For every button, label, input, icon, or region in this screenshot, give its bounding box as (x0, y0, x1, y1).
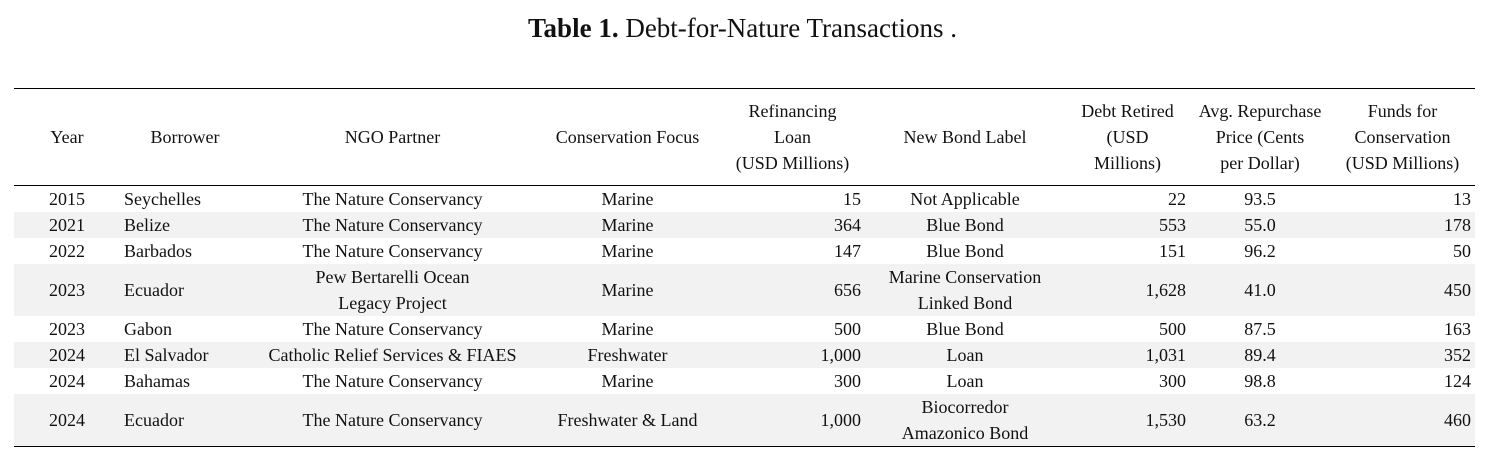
cell-ngo-partner: The Nature Conservancy (302, 189, 483, 209)
cell-refinancing-loan: 500 (834, 319, 861, 339)
table-row (14, 316, 1475, 342)
cell-year: 2024 (49, 371, 85, 391)
cell-conservation-focus: Marine (601, 241, 654, 261)
cell-new-bond-label: Blue Bond (926, 241, 1004, 261)
cell-funds-for-conservation: 450 (1444, 280, 1471, 300)
cell-debt-retired: 1,628 (1145, 280, 1186, 300)
cell-debt-retired: 1,031 (1145, 345, 1186, 365)
cell-conservation-focus: Freshwater (587, 345, 668, 365)
cell-year: 2015 (49, 189, 85, 209)
header-borrower: Borrower (150, 127, 220, 147)
cell-ngo-partner: Catholic Relief Services & FIAES (268, 345, 517, 365)
cell-funds-for-conservation: 178 (1444, 215, 1471, 235)
cell-debt-retired: 1,530 (1145, 410, 1186, 430)
table-row (14, 238, 1475, 264)
table-row (14, 368, 1475, 394)
cell-ngo-partner: The Nature Conservancy (302, 215, 483, 235)
cell-refinancing-loan: 300 (834, 371, 861, 391)
header-funds-for-conservation: Funds for Conservation (USD Millions) (1345, 101, 1460, 173)
table-row (14, 212, 1475, 238)
cell-year: 2021 (49, 215, 85, 235)
table-row (14, 394, 1475, 447)
table-body (14, 186, 1475, 447)
header-row (14, 89, 1475, 186)
table-caption (0, 10, 1485, 46)
cell-conservation-focus: Marine (601, 371, 654, 391)
cell-funds-for-conservation: 460 (1444, 410, 1471, 430)
cell-conservation-focus: Marine (601, 280, 654, 300)
header-new-bond-label: New Bond Label (903, 127, 1027, 147)
cell-avg-repurchase-price: 96.2 (1244, 241, 1276, 261)
cell-new-bond-label: Blue Bond (926, 319, 1004, 339)
cell-debt-retired: 300 (1159, 371, 1186, 391)
cell-new-bond-label: Not Applicable (910, 189, 1020, 209)
cell-debt-retired: 553 (1159, 215, 1186, 235)
cell-conservation-focus: Marine (601, 189, 654, 209)
cell-borrower: Gabon (124, 319, 172, 339)
cell-avg-repurchase-price: 87.5 (1244, 319, 1276, 339)
cell-refinancing-loan: 1,000 (820, 345, 861, 365)
header-avg-repurchase-price: Avg. Repurchase Price (Cents per Dollar) (1198, 101, 1322, 173)
cell-borrower: Seychelles (124, 189, 201, 209)
header-debt-retired: Debt Retired (USD Millions) (1081, 101, 1174, 173)
cell-borrower: Bahamas (124, 371, 190, 391)
cell-funds-for-conservation: 352 (1444, 345, 1471, 365)
debt-for-nature-table (14, 88, 1475, 447)
table-row (14, 186, 1475, 213)
cell-funds-for-conservation: 124 (1444, 371, 1471, 391)
cell-borrower: El Salvador (124, 345, 209, 365)
cell-new-bond-label: Marine Conservation Linked Bond (888, 267, 1042, 313)
cell-year: 2023 (49, 319, 85, 339)
cell-new-bond-label: Loan (946, 345, 984, 365)
cell-conservation-focus: Marine (601, 215, 654, 235)
cell-ngo-partner: The Nature Conservancy (302, 410, 483, 430)
cell-ngo-partner: The Nature Conservancy (302, 319, 483, 339)
cell-borrower: Belize (124, 215, 170, 235)
cell-funds-for-conservation: 50 (1453, 241, 1471, 261)
header-refinancing-loan: Refinancing Loan (USD Millions) (735, 101, 850, 173)
cell-new-bond-label: Blue Bond (926, 215, 1004, 235)
cell-avg-repurchase-price: 63.2 (1244, 410, 1276, 430)
cell-refinancing-loan: 147 (834, 241, 861, 261)
cell-year: 2024 (49, 345, 85, 365)
cell-refinancing-loan: 656 (834, 280, 861, 300)
cell-debt-retired: 151 (1159, 241, 1186, 261)
cell-borrower: Barbados (124, 241, 192, 261)
cell-year: 2023 (49, 280, 85, 300)
header-year: Year (50, 127, 84, 147)
table-row (14, 264, 1475, 316)
header-conservation-focus: Conservation Focus (555, 127, 700, 147)
cell-debt-retired: 22 (1168, 189, 1186, 209)
cell-new-bond-label: Biocorredor Amazonico Bond (901, 397, 1029, 443)
cell-avg-repurchase-price: 41.0 (1244, 280, 1276, 300)
caption-text: Debt-for-Nature Transactions . (618, 13, 957, 43)
cell-avg-repurchase-price: 93.5 (1244, 189, 1276, 209)
cell-debt-retired: 500 (1159, 319, 1186, 339)
cell-conservation-focus: Freshwater & Land (557, 410, 698, 430)
cell-year: 2024 (49, 410, 85, 430)
cell-funds-for-conservation: 13 (1453, 189, 1471, 209)
cell-conservation-focus: Marine (601, 319, 654, 339)
caption-label: Table 1. (528, 13, 619, 43)
cell-avg-repurchase-price: 98.8 (1244, 371, 1276, 391)
cell-ngo-partner: Pew Bertarelli Ocean Legacy Project (315, 267, 470, 313)
cell-year: 2022 (49, 241, 85, 261)
cell-ngo-partner: The Nature Conservancy (302, 371, 483, 391)
table-row (14, 342, 1475, 368)
cell-refinancing-loan: 364 (834, 215, 861, 235)
cell-ngo-partner: The Nature Conservancy (302, 241, 483, 261)
cell-new-bond-label: Loan (946, 371, 984, 391)
cell-funds-for-conservation: 163 (1444, 319, 1471, 339)
cell-avg-repurchase-price: 89.4 (1244, 345, 1276, 365)
header-ngo-partner: NGO Partner (344, 127, 441, 147)
cell-refinancing-loan: 15 (843, 189, 861, 209)
cell-refinancing-loan: 1,000 (820, 410, 861, 430)
cell-avg-repurchase-price: 55.0 (1244, 215, 1276, 235)
cell-borrower: Ecuador (124, 280, 184, 300)
cell-borrower: Ecuador (124, 410, 184, 430)
